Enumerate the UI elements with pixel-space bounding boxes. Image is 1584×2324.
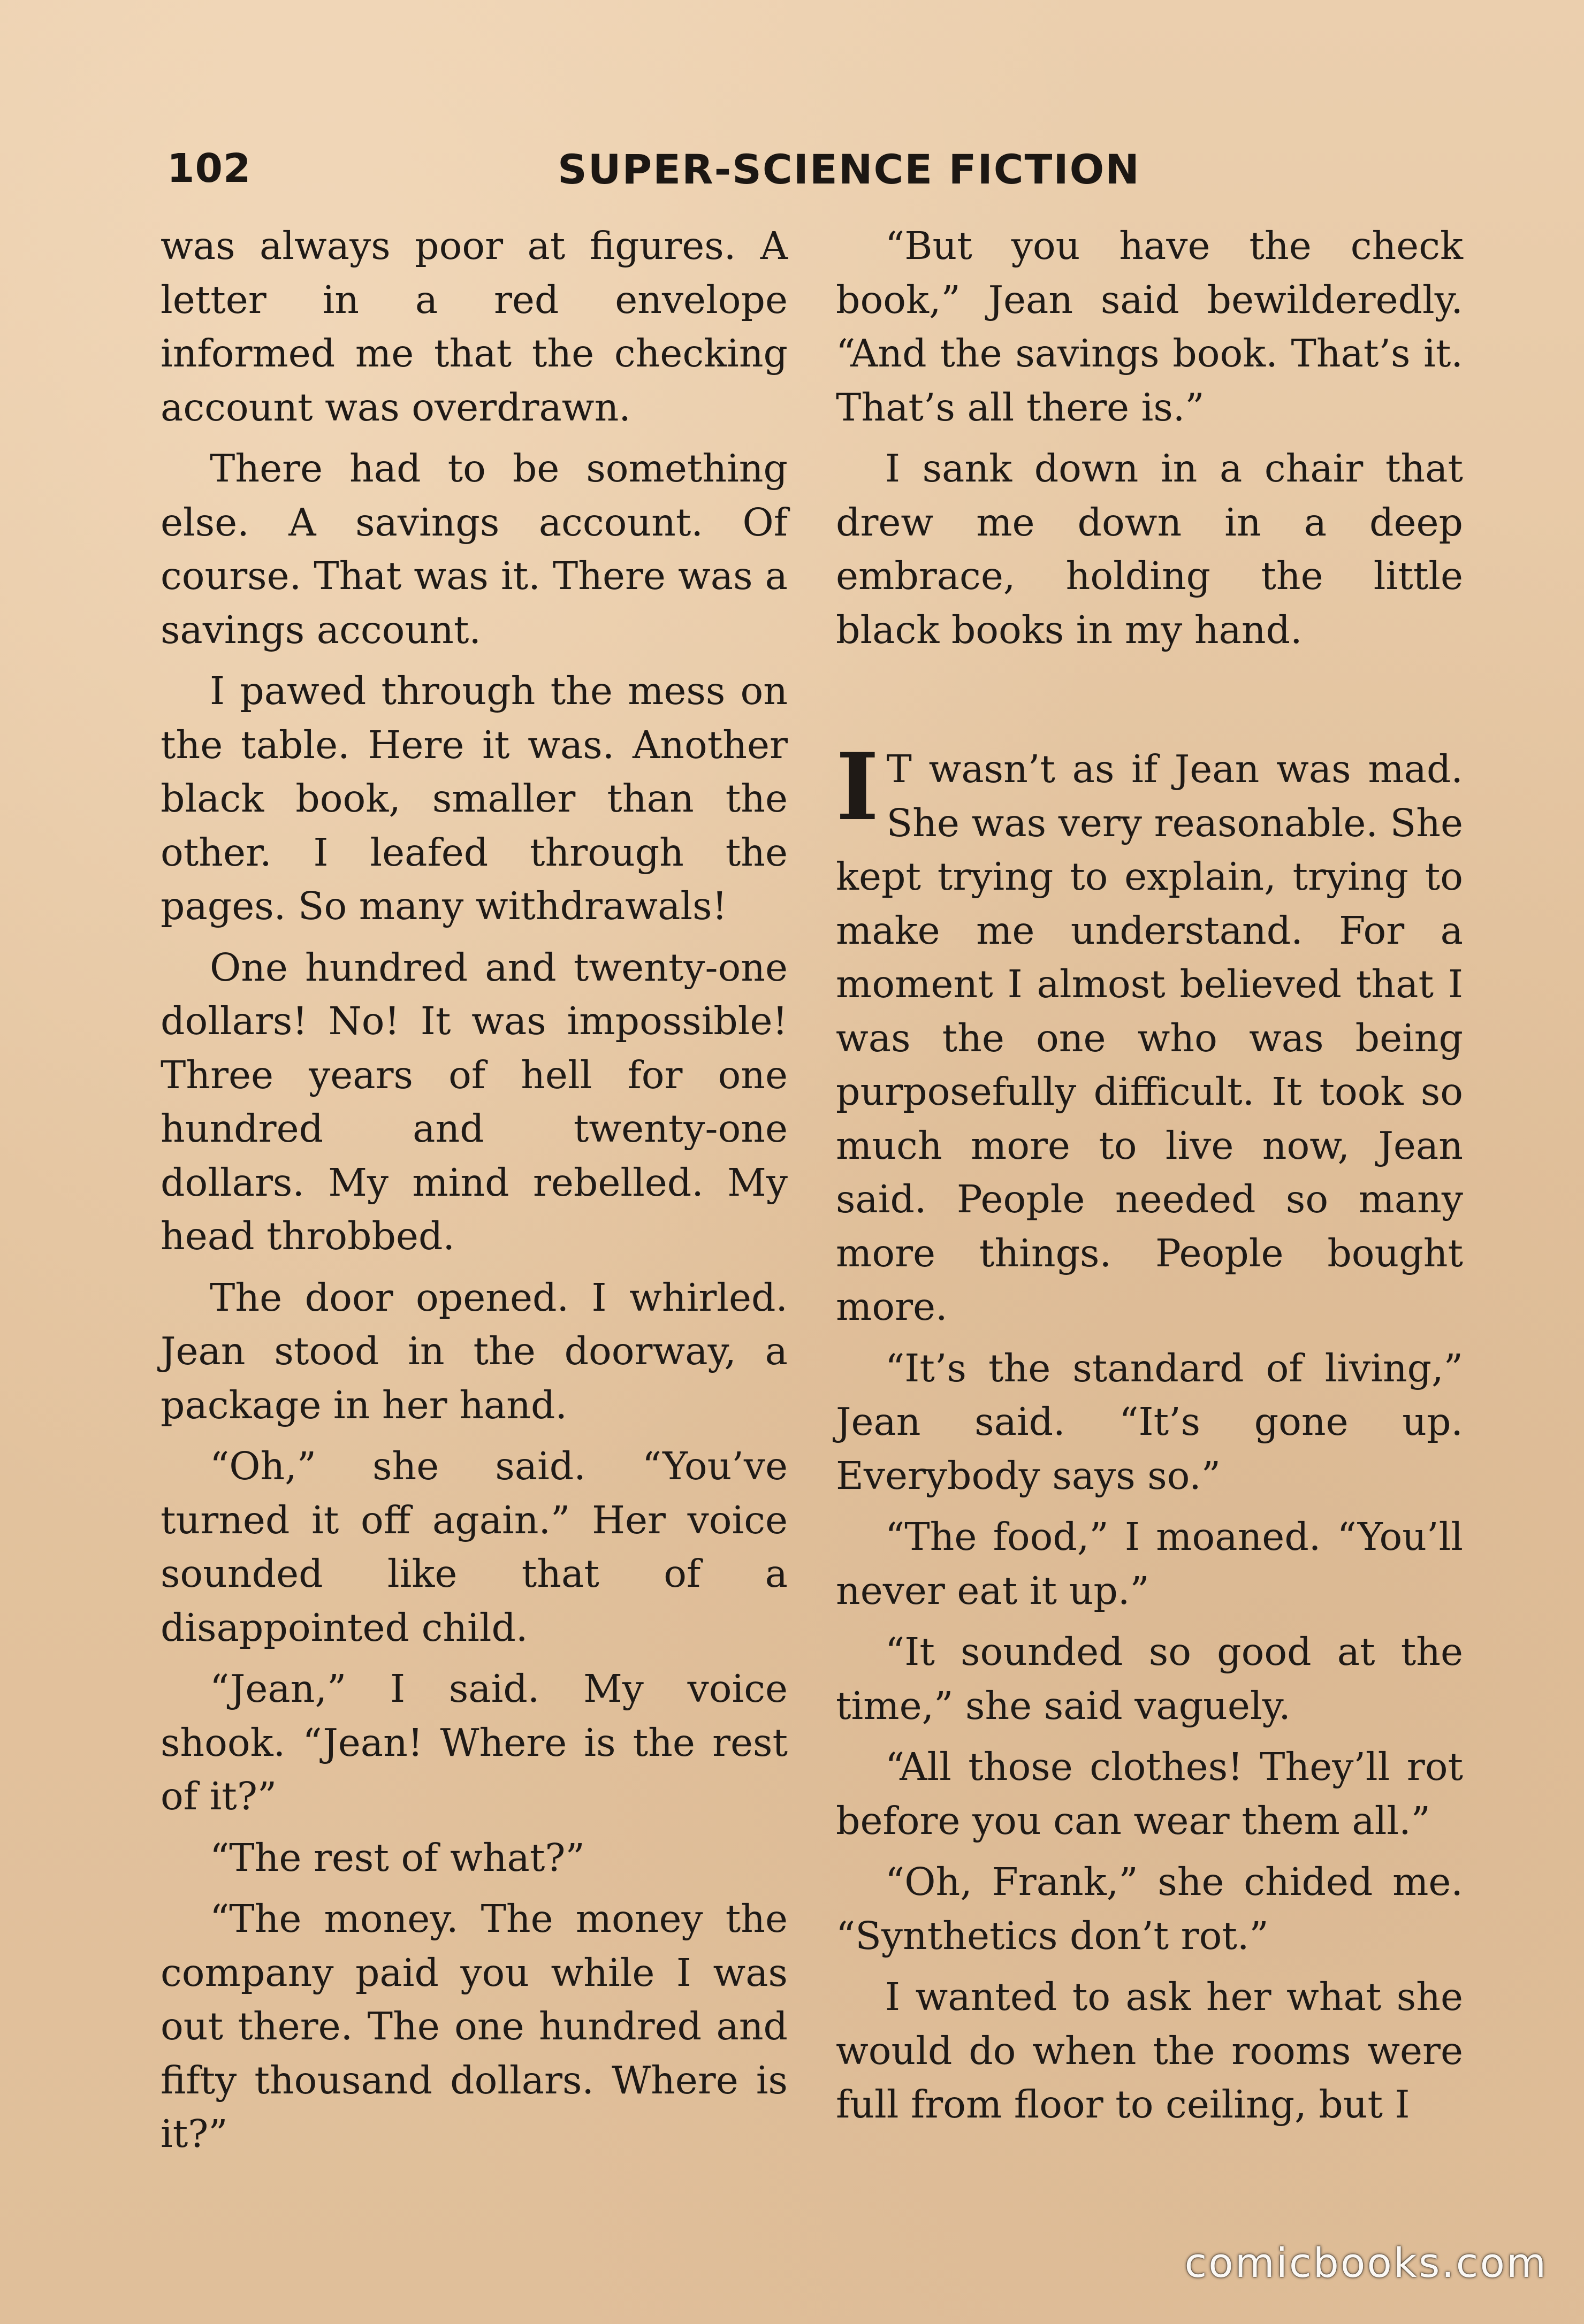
- paragraph: One hundred and twenty-one dollars! No! It was impossible! Three years of hell for one hundred and twenty-one dollars. My mind rebelled. My head throbbed.: [161, 945, 788, 1258]
- paragraph: “Oh,” she said. “You’ve turned it off again.” Her voice sounded like that of a disappointed child.: [161, 1444, 788, 1650]
- paragraph: I wanted to ask her what she would do when the rooms were full from floor to ceiling, but I: [836, 1975, 1463, 2127]
- right-column: [836, 219, 1463, 2139]
- paragraph: “All those clothes! They’ll rot before you can wear them all.”: [836, 1745, 1463, 1843]
- paragraph: “The money. The money the company paid you while I was out there. The one hundred and fifty thousand dollars. Where is it?”: [161, 1897, 788, 2156]
- section-opening-paragraph: [836, 732, 1463, 1334]
- page-number: 102: [167, 146, 252, 192]
- paragraph: “It’s the standard of living,” Jean said. “It’s gone up. Everybody says so.”: [836, 1346, 1463, 1498]
- paragraph: “The rest of what?”: [210, 1835, 585, 1880]
- left-column: [161, 219, 788, 2169]
- paragraph: There had to be something else. A savings account. Of course. That was it. There was a savings account.: [161, 446, 788, 652]
- paragraph: was always poor at figures. A letter in a red envelope informed me that the checking account was overdrawn.: [161, 224, 788, 430]
- drop-cap: I: [836, 732, 879, 841]
- paragraph: “Oh, Frank,” she chided me. “Synthetics don’t rot.”: [836, 1860, 1463, 1958]
- paragraph: “But you have the check book,” Jean said bewilderedly. “And the savings book. That’s it. That’s all there is.”: [836, 224, 1463, 430]
- paragraph: “The food,” I moaned. “You’ll never eat it up.”: [836, 1515, 1463, 1613]
- section-opening-text: T wasn’t as if Jean was mad. She was very reasonable. She kept trying to explain, trying to make me understand. For a moment I almost believed that I was the one who was being purposefully difficult. It took so much more to live now, Jean said. People needed so many more things. People bought more.: [836, 747, 1463, 1329]
- watermark: comicbooks.com: [1184, 2239, 1548, 2287]
- paragraph: “Jean,” I said. My voice shook. “Jean! Where is the rest of it?”: [161, 1666, 788, 1818]
- running-title: SUPER-SCIENCE FICTION: [558, 146, 1140, 193]
- paragraph: I pawed through the mess on the table. Here it was. Another black book, smaller than the other. I leafed through the pages. So many withdrawals!: [161, 669, 788, 928]
- paragraph: I sank down in a chair that drew me down in a deep embrace, holding the little black books in my hand.: [836, 446, 1463, 652]
- paragraph: “It sounded so good at the time,” she said vaguely.: [836, 1630, 1463, 1728]
- paragraph: The door opened. I whirled. Jean stood in the doorway, a package in her hand.: [161, 1275, 788, 1427]
- page-header: [161, 146, 1466, 204]
